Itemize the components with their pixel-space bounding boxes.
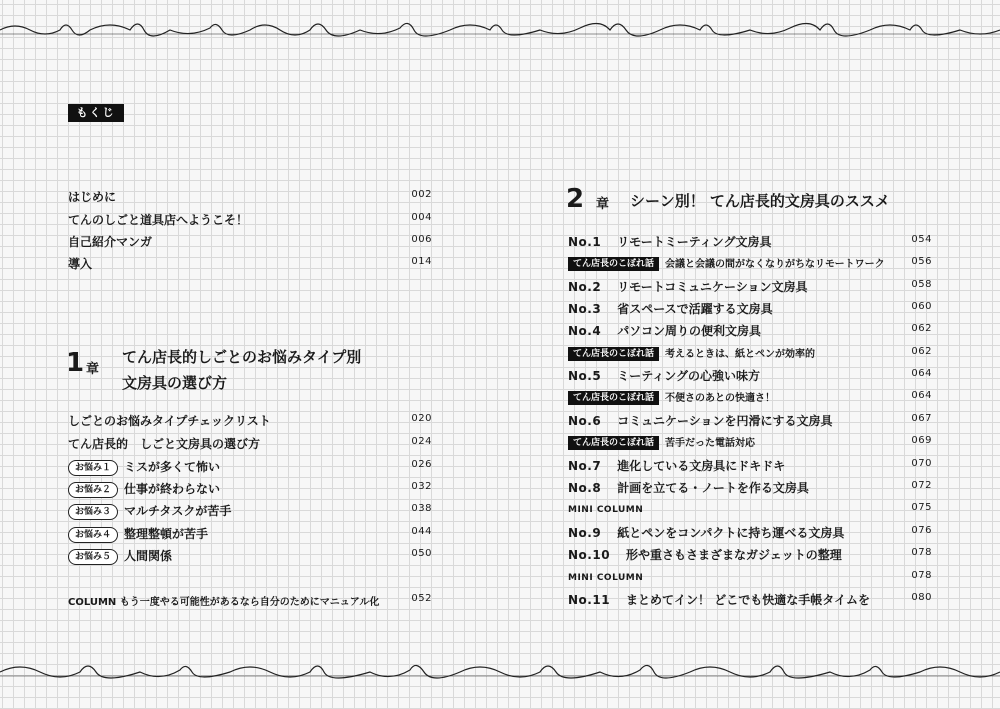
entry-label: リモートコミュニケーション文房具: [617, 280, 808, 294]
toc-entry-item[interactable]: [568, 589, 932, 609]
entry-label: ミーティングの心強い味方: [617, 369, 761, 383]
toc-entry-item[interactable]: [568, 410, 932, 430]
entry-page: 072: [911, 480, 932, 491]
entry-label: 紙とペンをコンパクトに持ち運べる文房具: [617, 526, 845, 540]
entry-page: 026: [411, 459, 432, 470]
toc-entry-item[interactable]: [568, 455, 932, 475]
toc-entry-item[interactable]: [568, 477, 932, 497]
entry-label: リモートミーティング文房具: [617, 235, 772, 249]
toc-entry-worry[interactable]: [68, 500, 432, 520]
toc-entry[interactable]: [68, 231, 432, 251]
entry-label: てん店長的 しごと文房具の選び方: [68, 437, 261, 451]
toc-entry[interactable]: [68, 186, 432, 206]
entry-page: 058: [911, 279, 932, 290]
item-number: No.9: [568, 526, 602, 540]
story-tag: てん店長のこぼれ話: [568, 257, 659, 271]
entry-label: 省スペースで活躍する文房具: [617, 302, 773, 316]
entry-label: ミスが多くて怖い: [124, 460, 221, 474]
entry-page: 067: [911, 413, 932, 424]
toc-entry-column[interactable]: [68, 590, 432, 610]
toc-entry-mini-column[interactable]: [568, 499, 932, 519]
entry-label: はじめに: [68, 190, 117, 204]
entry-page: 006: [411, 234, 432, 245]
toc-entry[interactable]: [68, 410, 432, 430]
entry-page: 080: [911, 592, 932, 603]
toc-entry-item[interactable]: [568, 544, 932, 564]
item-number: No.6: [568, 414, 602, 428]
entry-page: 024: [411, 436, 432, 447]
item-number: No.3: [568, 302, 602, 316]
worry-tag: お悩み３: [68, 504, 118, 520]
story-tag: てん店長のこぼれ話: [568, 347, 659, 361]
entry-page: 075: [911, 502, 932, 513]
entry-label: 人間関係: [124, 549, 173, 563]
entry-page: 078: [911, 570, 932, 581]
toc-entry-story[interactable]: [568, 432, 932, 452]
chapter2-number: 2: [566, 184, 585, 214]
entry-page: 078: [911, 547, 932, 558]
entry-page: 032: [411, 481, 432, 492]
worry-tag: お悩み４: [68, 527, 118, 543]
chapter1-title-line2: 文房具の選び方: [122, 374, 228, 392]
toc-entry-worry[interactable]: [68, 523, 432, 543]
entry-label: MINI COLUMN: [568, 573, 644, 583]
entry-page: 050: [411, 548, 432, 559]
entry-label: コミュニケーションを円滑にする文房具: [617, 414, 833, 428]
entry-page: 076: [911, 525, 932, 536]
entry-page: 054: [911, 234, 932, 245]
toc-entry-item[interactable]: [568, 231, 932, 251]
toc-entry-item[interactable]: [568, 298, 932, 318]
worry-tag: お悩み１: [68, 460, 118, 476]
entry-page: 014: [411, 256, 432, 267]
chapter1-number: 1: [66, 348, 85, 378]
item-number: No.4: [568, 324, 602, 338]
entry-label: COLUMN もう一度やる可能性があるなら自分のためにマニュアル化: [68, 597, 380, 608]
entry-label: 会議と会議の間がなくなりがちなリモートワーク: [665, 259, 885, 270]
toc-badge: もくじ: [68, 104, 124, 122]
toc-entry[interactable]: [68, 209, 432, 229]
decorative-top-border: [0, 8, 1000, 48]
entry-page: 064: [911, 390, 932, 401]
chapter2-title: シーン別！ てん店長的文房具のススメ: [630, 192, 890, 210]
entry-label: てんのしごと道具店へようこそ！: [68, 213, 249, 227]
entry-label: 形や重さもさまざまなガジェットの整理: [626, 548, 842, 562]
entry-page: 004: [411, 212, 432, 223]
toc-entry[interactable]: [68, 433, 432, 453]
decorative-bottom-border: [0, 652, 1000, 692]
item-number: No.7: [568, 459, 602, 473]
toc-entry-worry[interactable]: [68, 545, 432, 565]
chapter1-kanji: 章: [86, 362, 100, 377]
item-number: No.5: [568, 369, 602, 383]
entry-label: 導入: [68, 257, 93, 271]
entry-page: 062: [911, 323, 932, 334]
entry-page: 038: [411, 503, 432, 514]
chapter2-kanji: 章: [596, 197, 610, 212]
entry-page: 056: [911, 256, 932, 267]
entry-label: 仕事が終わらない: [124, 482, 221, 496]
toc-entry-worry[interactable]: [68, 478, 432, 498]
item-number: No.11: [568, 593, 611, 607]
worry-tag: お悩み２: [68, 482, 118, 498]
entry-label: MINI COLUMN: [568, 505, 644, 515]
worry-tag: お悩み５: [68, 549, 118, 565]
toc-entry-item[interactable]: [568, 320, 932, 340]
entry-label: 整理整頓が苦手: [124, 527, 209, 541]
entry-label: 進化している文房具にドキドキ: [617, 459, 786, 473]
entry-label: しごとのお悩みタイプチェックリスト: [68, 414, 271, 428]
toc-entry-mini-column[interactable]: [568, 567, 932, 587]
item-number: No.2: [568, 280, 602, 294]
entry-label: 苦手だった電話対応: [665, 438, 756, 449]
entry-page: 044: [411, 526, 432, 537]
toc-entry-story[interactable]: [568, 343, 932, 363]
chapter1-title-line1: てん店長的しごとのお悩みタイプ別: [122, 348, 362, 366]
entry-page: 020: [411, 413, 432, 424]
toc-entry-item[interactable]: [568, 365, 932, 385]
entry-label: マルチタスクが苦手: [124, 504, 232, 518]
story-tag: てん店長のこぼれ話: [568, 436, 659, 450]
entry-page: 069: [911, 435, 932, 446]
entry-label: まとめてイン！ どこでも快適な手帳タイムを: [626, 593, 870, 607]
entry-page: 070: [911, 458, 932, 469]
toc-entry-story[interactable]: [568, 387, 932, 407]
toc-entry-story[interactable]: [568, 253, 932, 273]
entry-page: 064: [911, 368, 932, 379]
item-number: No.10: [568, 548, 611, 562]
entry-page: 062: [911, 346, 932, 357]
entry-label: 計画を立てる・ノートを作る文房具: [617, 481, 809, 495]
item-number: No.1: [568, 235, 602, 249]
toc-entry-item[interactable]: [568, 522, 932, 542]
entry-page: 002: [411, 189, 432, 200]
entry-label: 考えるときは、紙とペンが効率的: [665, 349, 816, 360]
entry-label: パソコン周りの便利文房具: [617, 324, 761, 338]
entry-label: 不便さのあとの快適さ！: [665, 393, 776, 404]
item-number: No.8: [568, 481, 602, 495]
entry-page: 052: [411, 593, 432, 604]
entry-label: 自己紹介マンガ: [68, 235, 153, 249]
toc-entry-worry[interactable]: [68, 456, 432, 476]
toc-entry-item[interactable]: [568, 276, 932, 296]
entry-page: 060: [911, 301, 932, 312]
toc-entry[interactable]: [68, 253, 432, 273]
story-tag: てん店長のこぼれ話: [568, 391, 659, 405]
